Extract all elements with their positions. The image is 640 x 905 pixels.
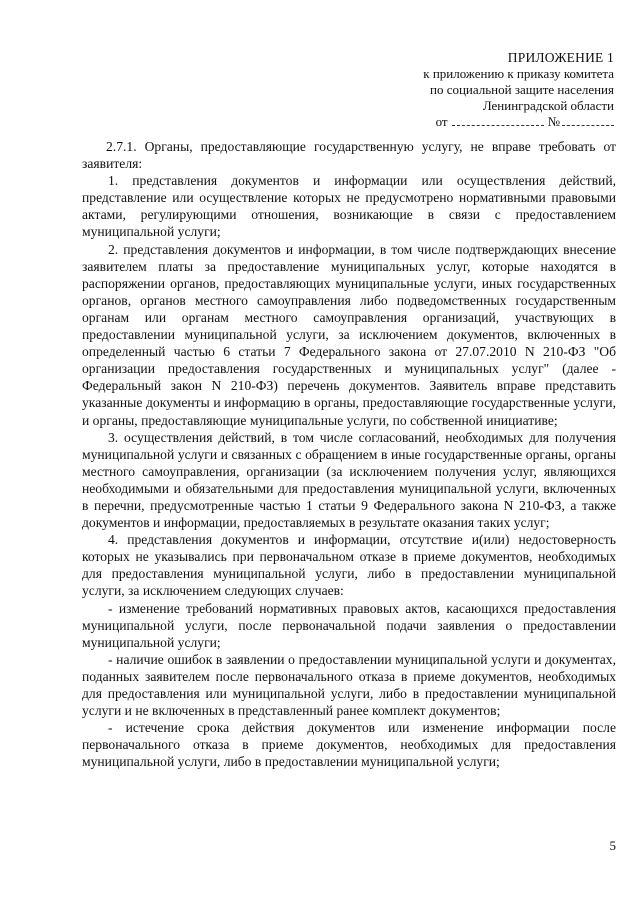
page-number: 5 xyxy=(609,838,616,853)
date-label: от xyxy=(435,114,448,129)
number-label: № xyxy=(547,114,560,129)
document-body xyxy=(82,138,616,770)
appendix-title: ПРИЛОЖЕНИЕ 1 xyxy=(507,50,614,65)
paragraph-case-3: - истечение срока действия документов или изменение информации после первоначального отказа в приеме документов, необходимых для предоставления муниципальной услуги, либо в предоставлении муниципальной услуги; xyxy=(82,720,616,770)
paragraph-item-3: 3. осуществления действий, в том числе согласований, необходимых для получения муниципальной услуги и связанных с обращением в иные государственные органы, органы местного самоуправления, организации (за исключением получения услуг, являющихся необходимыми и обязательными для предоставления муниципальной услуги, включенных в перечни, предусмотренные частью 1 статьи 9 Федерального закона N 210-ФЗ, а также документов и информации, предоставляемых в результате оказания таких услуг; xyxy=(82,429,616,531)
date-blank-field xyxy=(452,115,544,126)
appendix-subtitle-line-3: Ленинградской области xyxy=(482,98,614,113)
appendix-subtitle-line-2: по социальной защите населения xyxy=(429,82,614,97)
paragraph-item-1: 1. представления документов и информации или осуществления действий, представление или осуществление которых не предусмотрено нормативными правовыми актами, регулирующими отношения, возникающие в связи с предоставлением муниципальной услуги; xyxy=(82,173,616,240)
paragraph-case-2: - наличие ошибок в заявлении о предоставлении муниципальной услуги и документах, поданных заявителем после первоначального отказа в приеме документов, необходимых для предоставления или муниципальной услуги, либо в предоставлении муниципальной услуги и не включенных в представленный ранее комплект документов; xyxy=(82,651,616,719)
appendix-header xyxy=(354,50,614,130)
appendix-subtitle-line-1: к приложению к приказу комитета xyxy=(423,66,614,81)
order-date-number-line xyxy=(354,114,614,130)
paragraph-item-2: 2. представления документов и информации, в том числе подтверждающих внесение заявителем платы за предоставление муниципальных услуг, которые находятся в распоряжении органов, предоставляющих муниципальные услуги, иных государственных органов, органов местного самоуправления либо подведомственных государственным органам или органам местного самоуправления организаций, участвующих в предоставлении муниципальной услуги, за исключением документов, включенных в определенный частью 6 статьи 7 Федерального закона от 27.07.2010 N 210-ФЗ "Об организации предоставления государственных и муниципальных услуг" (далее - Федеральный закон N 210-ФЗ) перечень документов. Заявитель вправе представить указанные документы и информацию в органы, предоставляющие государственные услуги, и органы, предоставляющие муниципальные услуги, по собственной инициативе; xyxy=(82,241,616,428)
paragraph-item-4: 4. представления документов и информации, отсутствие и(или) недостоверность которых не указывались при первоначальном отказе в приеме документов, необходимых для предоставления муниципальной услуги, либо в предоставлении муниципальной услуги, за исключением следующих случаев: xyxy=(82,532,616,599)
number-blank-field xyxy=(562,115,614,126)
paragraph-case-1: - изменение требований нормативных правовых актов, касающихся предоставления муниципальной услуги, после первоначальной подачи заявления о предоставлении муниципальной услуги; xyxy=(82,600,616,650)
paragraph-2-7-1: 2.7.1. Органы, предоставляющие государственную услугу, не вправе требовать от заявителя: xyxy=(82,139,616,172)
